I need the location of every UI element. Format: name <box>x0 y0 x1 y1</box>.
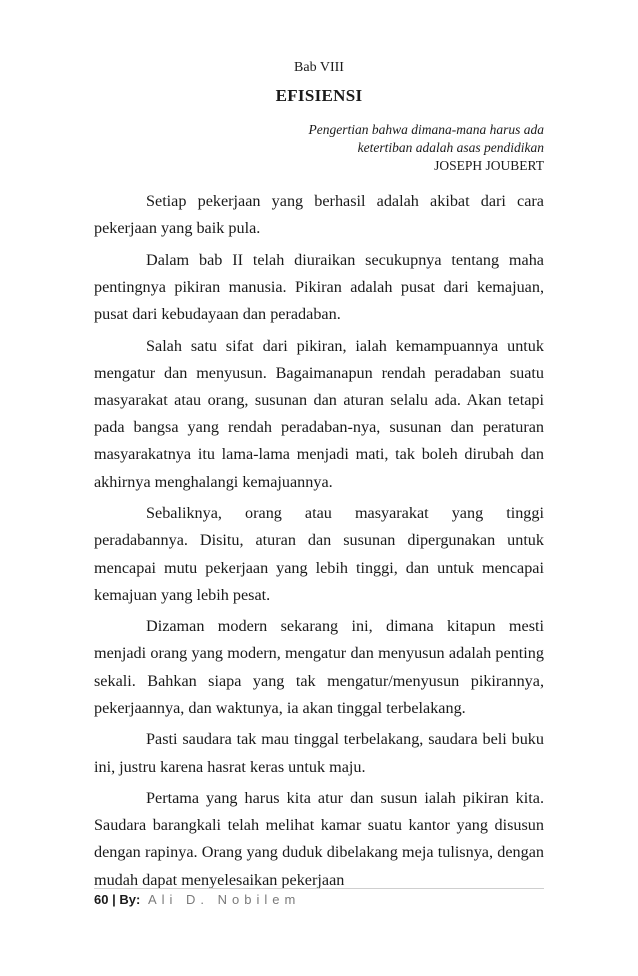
footer-by-label: By: <box>119 892 141 907</box>
paragraph-3: Salah satu sifat dari pikiran, ialah kemampuannya untuk mengatur dan menyusun. Bagaimanapun rendah peradaban suatu masyarakat atau orang, susunan dan aturan selalu ada. Akan tetapi pada bangsa yang rendah peradaban-nya, susunan dan peraturan masyarakatnya itu lama-lama menjadi mati, tak boleh dirubah dan akhirnya menghalangi kemajuannya. <box>94 336 544 491</box>
footer-author: Ali D. Nobilem <box>147 892 301 907</box>
paragraph-7: Pertama yang harus kita atur dan susun ialah pikiran kita. Saudara barangkali telah melihat kamar suatu kantor yang disusun dengan rapinya. Orang yang duduk dibelakang meja tulisnya, dengan mudah dapat menyelesaikan pekerjaan <box>94 789 544 889</box>
epigraph-line-2: ketertiban adalah asas pendidikan <box>357 140 544 155</box>
chapter-label: Bab VIII <box>294 60 344 75</box>
footer-divider <box>94 888 544 889</box>
body-text <box>94 188 544 898</box>
chapter-title: EFISIENSI <box>275 86 363 105</box>
paragraph-1: Setiap pekerjaan yang berhasil adalah akibat dari cara pekerjaan yang baik pula. <box>94 192 544 238</box>
paragraph-6: Pasti saudara tak mau tinggal terbelakang, saudara beli buku ini, justru karena hasrat keras untuk maju. <box>94 730 544 776</box>
paragraph-5: Dizaman modern sekarang ini, dimana kitapun mesti menjadi orang yang modern, mengatur dan menyusun adalah penting sekali. Bahkan siapa yang tak mengatur/menyusun pikirannya, pekerjaannya, dan waktunya, ia akan tinggal terbelakang. <box>94 617 544 717</box>
epigraph <box>204 121 544 175</box>
epigraph-author: JOSEPH JOUBERT <box>434 158 544 173</box>
paragraph-4: Sebaliknya, orang atau masyarakat yang tinggi peradabannya. Disitu, aturan dan susunan dipergunakan untuk mencapai mutu pekerjaan yang lebih tinggi, dan untuk mencapai kemajuan yang lebih pesat. <box>94 504 544 604</box>
page-footer <box>94 892 300 907</box>
footer-separator: | <box>112 892 116 907</box>
epigraph-line-1: Pengertian bahwa dimana-mana harus ada <box>308 122 544 137</box>
page-number: 60 <box>94 892 109 907</box>
paragraph-2: Dalam bab II telah diuraikan secukupnya tentang maha pentingnya pikiran manusia. Pikiran adalah pusat dari kemajuan, pusat dari kebudayaan dan peradaban. <box>94 250 544 324</box>
